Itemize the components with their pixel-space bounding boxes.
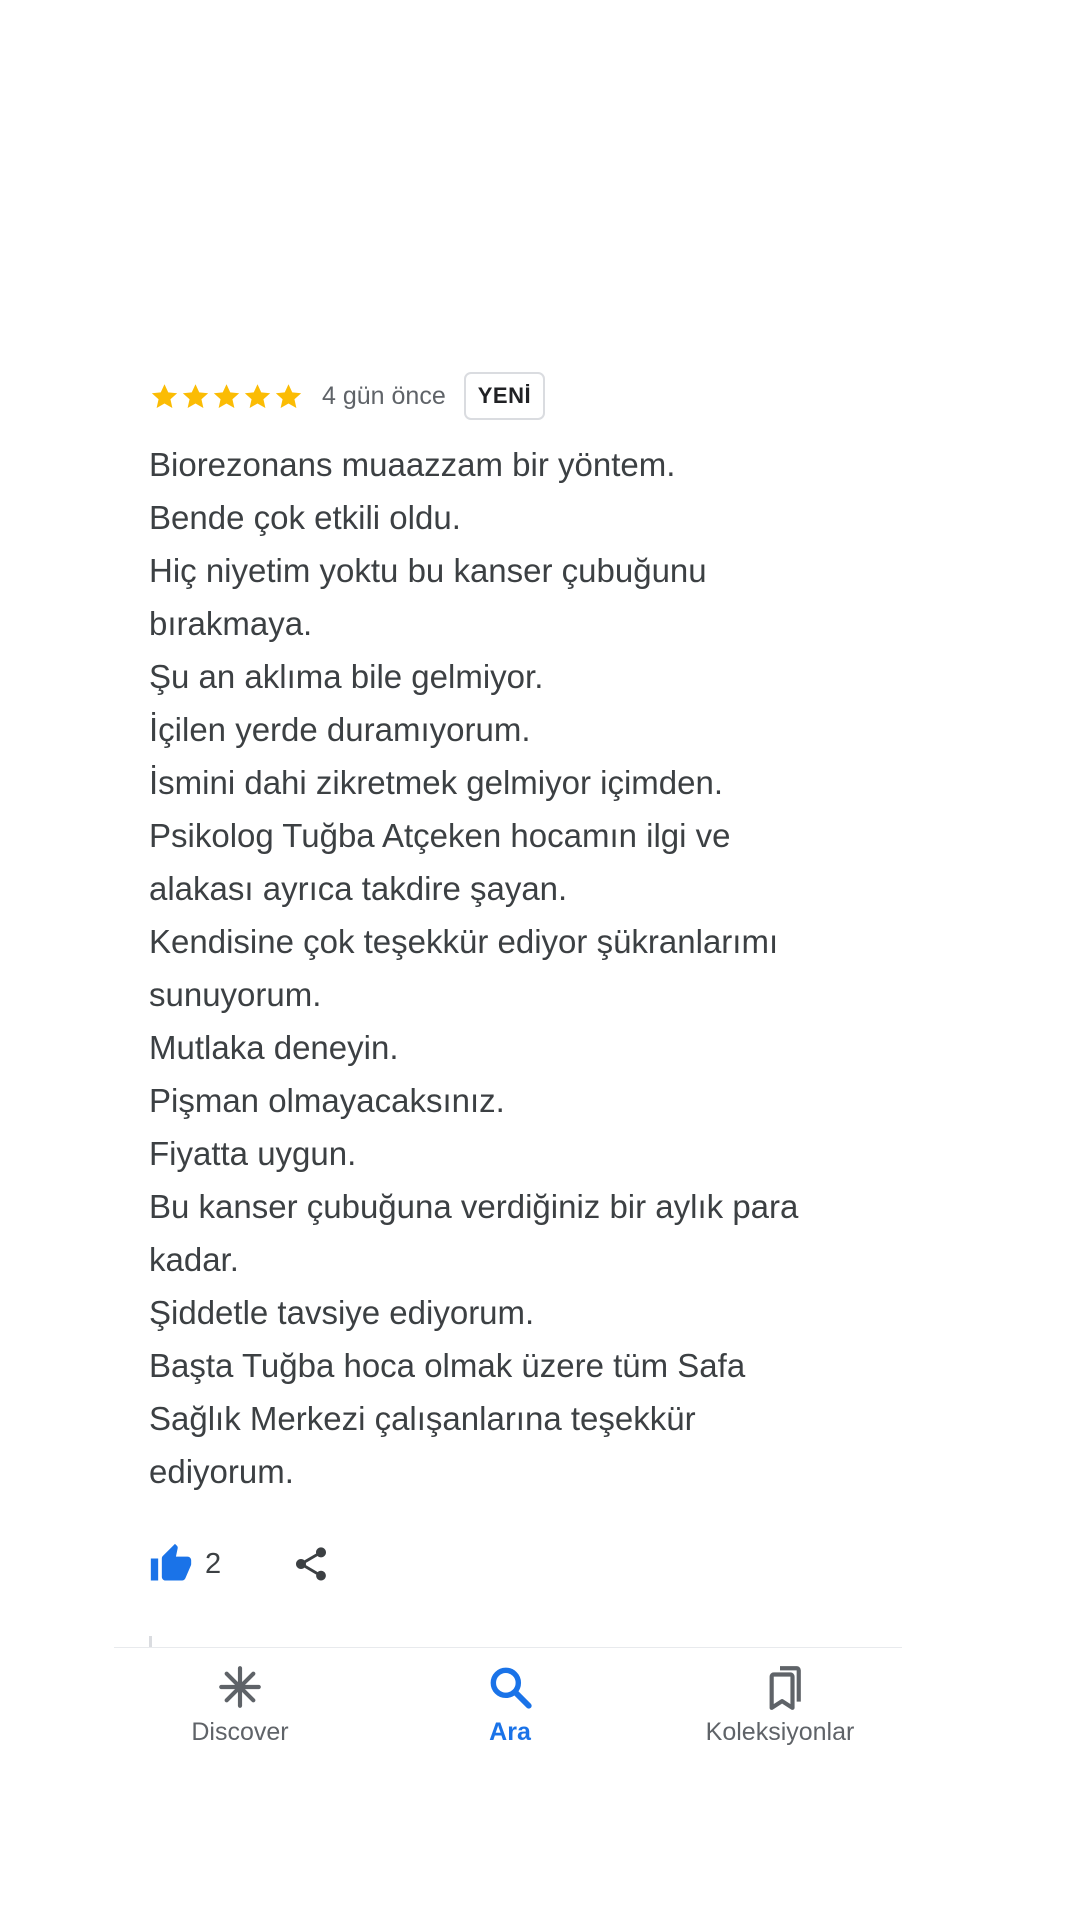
asterisk-icon [215,1662,265,1712]
review-card [149,372,909,1498]
review-line: Fiyatta uygun. [149,1135,357,1172]
star-icon [180,381,211,412]
review-actions [149,1540,331,1588]
search-icon [485,1662,535,1712]
review-line: Hiç niyetim yoktu bu kanser çubuğunu [149,552,707,589]
review-line: Mutlaka deneyin. [149,1029,399,1066]
review-line: bırakmaya. [149,605,313,642]
nav-label-search: Ara [489,1718,531,1746]
review-line: alakası ayrıca takdire şayan. [149,870,568,907]
review-line: Kendisine çok teşekkür ediyor şükranlarımı [149,923,779,960]
review-line: İsmini dahi zikretmek gelmiyor içimden. [149,764,724,801]
review-line: Bu kanser çubuğuna verdiğiniz bir aylık para [149,1188,799,1225]
star-icon [242,381,273,412]
star-icon [149,381,180,412]
new-badge: YENİ [464,372,545,420]
share-icon[interactable] [291,1544,331,1584]
review-line: Biorezonans muaazzam bir yöntem. [149,446,676,483]
review-line: Bende çok etkili oldu. [149,499,461,536]
review-line: ediyorum. [149,1453,294,1490]
review-line: Şu an aklıma bile gelmiyor. [149,658,544,695]
nav-item-collections[interactable] [680,1660,880,1770]
review-line: Pişman olmayacaksınız. [149,1082,505,1119]
review-line: İçilen yerde duramıyorum. [149,711,531,748]
bottom-navigation [140,1660,880,1770]
review-line: Sağlık Merkezi çalışanlarına teşekkür [149,1400,696,1437]
review-line: sunuyorum. [149,976,322,1013]
like-count: 2 [205,1547,222,1580]
star-rating [149,381,304,412]
review-line: kadar. [149,1241,239,1278]
nav-item-discover[interactable] [140,1660,340,1770]
bottom-nav-divider [114,1647,902,1648]
nav-label-discover: Discover [191,1718,289,1746]
nav-item-search[interactable] [410,1660,610,1770]
review-line: Psikolog Tuğba Atçeken hocamın ilgi ve [149,817,731,854]
review-line: Başta Tuğba hoca olmak üzere tüm Safa [149,1347,746,1384]
review-date: 4 gün önce [322,381,446,410]
star-icon [211,381,242,412]
thumbs-up-icon [149,1542,193,1586]
star-icon [273,381,304,412]
like-button[interactable] [149,1542,221,1586]
bookmarks-icon [755,1662,805,1712]
nav-label-collections: Koleksiyonlar [705,1718,855,1746]
review-text [149,438,909,1498]
review-meta [149,372,909,420]
review-line: Şiddetle tavsiye ediyorum. [149,1294,535,1331]
